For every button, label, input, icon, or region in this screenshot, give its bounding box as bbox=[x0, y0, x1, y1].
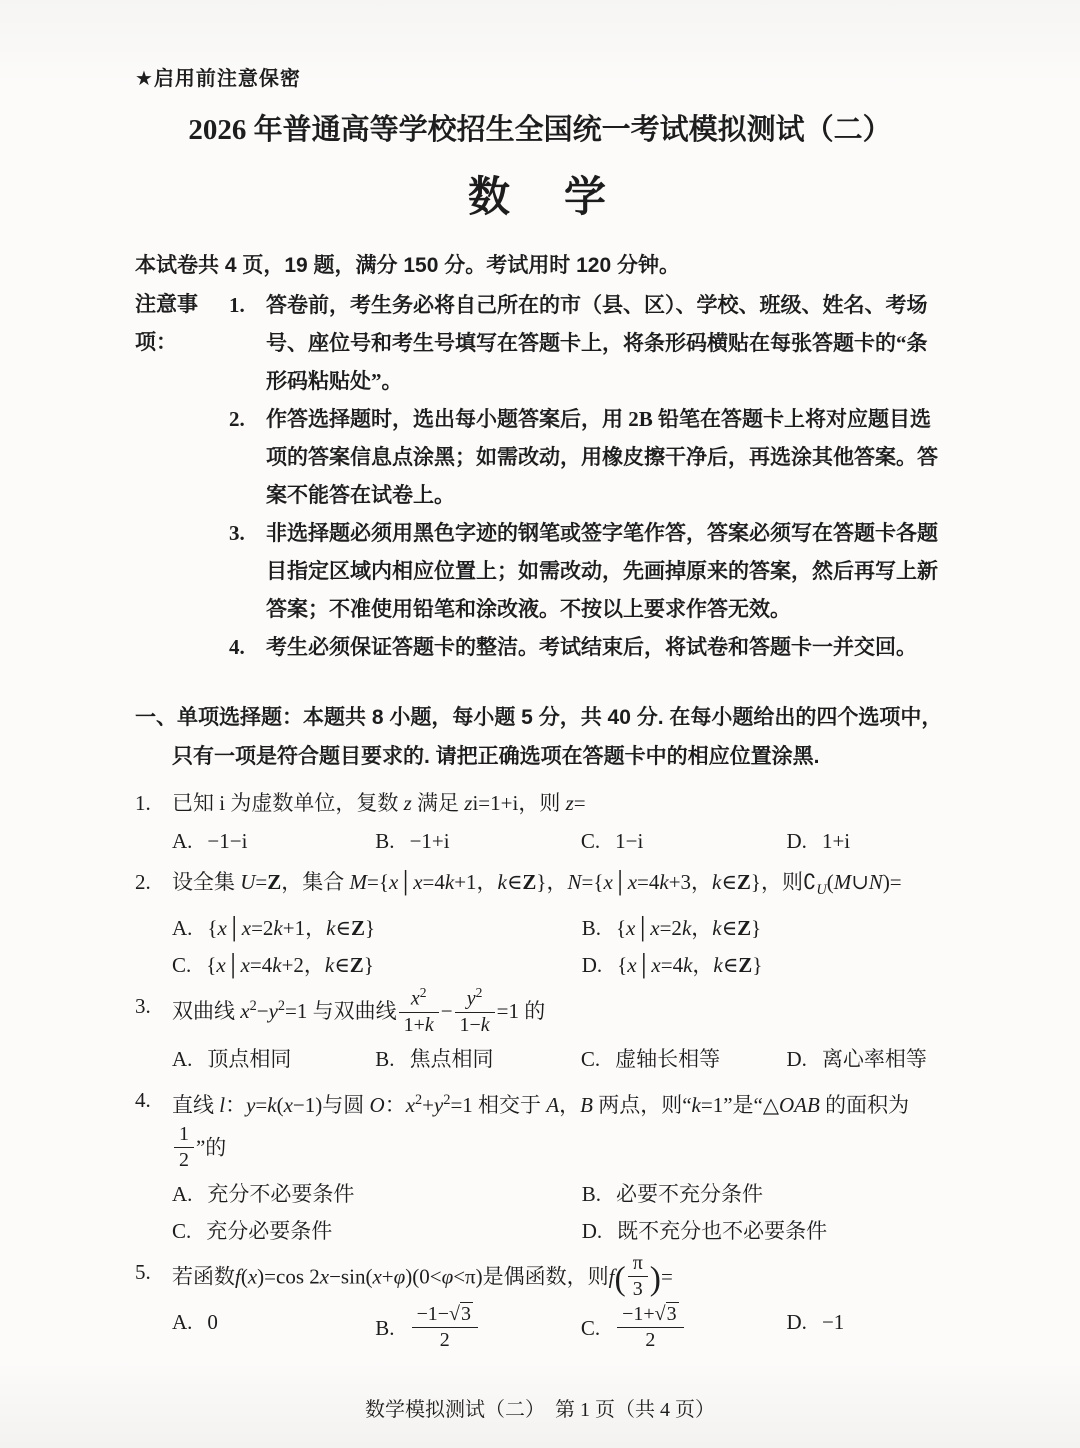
option-text: 顶点相同 bbox=[207, 1046, 292, 1071]
option-text: −1 bbox=[821, 1310, 845, 1335]
question-stem: 设全集 U=Z，集合 M={x│x=4k+1，k∈Z}，N={x│x=4k+3，k∈Z}，则$∁_U(M\cup N)=$ bbox=[172, 870, 902, 899]
question-stem-row bbox=[135, 784, 945, 822]
option-label: D. bbox=[786, 1310, 807, 1335]
option-label: B. bbox=[375, 1315, 395, 1340]
question-number: 1. bbox=[135, 791, 151, 815]
option-label: A. bbox=[172, 1046, 193, 1071]
option-text: 焦点相同 bbox=[409, 1046, 494, 1071]
option-label: C. bbox=[580, 1315, 601, 1340]
q1-option-C bbox=[581, 823, 787, 860]
option-label: A. bbox=[172, 1181, 193, 1206]
option-label: B. bbox=[581, 916, 601, 941]
question-stem: 若函数f(x)=cos 2x−sin(x+φ)(0<φ<π)是偶函数，则f( $\frac{\pi}{3}$ )= bbox=[172, 1251, 673, 1300]
option-label: C. bbox=[580, 1046, 601, 1071]
question-stem-row bbox=[135, 987, 945, 1040]
options-row bbox=[172, 1041, 945, 1078]
question-stem: 已知 i 为虚数单位，复数 z 满足 zi=1+i，则 z= bbox=[172, 791, 586, 815]
question-2 bbox=[135, 863, 945, 984]
question-number: 3. bbox=[135, 994, 151, 1019]
option-label: B. bbox=[581, 1181, 601, 1206]
question-stem-row bbox=[135, 1081, 945, 1175]
q3-option-C bbox=[581, 1041, 787, 1078]
option-text: {x│x=2k，k∈Z} bbox=[615, 916, 762, 941]
subject-title: 数 学 bbox=[467, 175, 612, 221]
question-number: 4. bbox=[135, 1087, 151, 1112]
option-text: 0 bbox=[207, 1310, 218, 1335]
q5-option-C bbox=[581, 1304, 787, 1355]
option-text: 虚轴长相等 bbox=[615, 1046, 721, 1071]
option-text: {x│x=4k，k∈Z} bbox=[617, 953, 763, 978]
question-3 bbox=[135, 987, 945, 1078]
question-number: 2. bbox=[135, 870, 151, 894]
options-row bbox=[172, 1176, 945, 1250]
note-number: 3. bbox=[229, 521, 245, 545]
note-text: 答卷前，考生务必将自己所在的市（县、区）、学校、班级、姓名、考场号、座位号和考生号填写在答题卡上，将条形码横贴在每张答题卡的“条形码粘贴处”。 bbox=[266, 293, 928, 393]
q4-option-C bbox=[172, 1213, 582, 1250]
question-number: 5. bbox=[135, 1259, 151, 1284]
note-item bbox=[229, 400, 945, 514]
q4-option-A bbox=[172, 1176, 582, 1213]
question-5 bbox=[135, 1253, 945, 1356]
note-number: 2. bbox=[229, 407, 245, 431]
question-stem-row bbox=[135, 1253, 945, 1304]
option-text: $\frac{-1+√3}{2}$ bbox=[615, 1316, 685, 1340]
question-stem-row bbox=[135, 863, 945, 909]
q3-option-B bbox=[375, 1041, 581, 1078]
option-label: B. bbox=[375, 829, 395, 853]
question-1 bbox=[135, 784, 945, 860]
note-text: 考生必须保证答题卡的整洁。考试结束后，将试卷和答题卡一并交回。 bbox=[266, 635, 917, 659]
paper-info: 本试卷共 4 页，19 题，满分 150 分。考试用时 120 分钟。 bbox=[135, 254, 680, 277]
option-label: D. bbox=[581, 953, 603, 978]
note-text: 非选择题必须用黑色字迹的钢笔或签字笔作答，答案必须写在答题卡各题目指定区域内相应位置上；如需改动，先画掉原来的答案，然后再写上新答案；不准使用铅笔和涂改液。不按以上要求作答无效。 bbox=[266, 521, 938, 621]
note-number: 4. bbox=[229, 635, 245, 659]
option-label: A. bbox=[172, 829, 193, 853]
option-text: 1−i bbox=[615, 829, 644, 853]
q2-option-B bbox=[582, 910, 945, 947]
options-row bbox=[172, 1304, 945, 1355]
q2-option-D bbox=[582, 947, 945, 984]
option-text: 既不充分也不必要条件 bbox=[617, 1218, 828, 1243]
note-item bbox=[229, 286, 945, 400]
section-heading: 一、单项选择题：本题共 8 小题，每小题 5 分，共 40 分. 在每小题给出的四个选项中，只有一项是符合题目要求的. 请把正确选项在答题卡中的相应位置涂黑. bbox=[135, 706, 943, 768]
option-text: $\frac{-1-√3}{2}$ bbox=[410, 1316, 480, 1340]
question-stem: 直线 l：y=k(x−1)与圆 O：$x^2+y^2=1$ 相交于 A，B 两点，则“k=1”是“△OAB 的面积为 $\frac{1}{2}$ ”的 bbox=[172, 1091, 910, 1171]
option-text: 充分不必要条件 bbox=[207, 1181, 355, 1206]
q4-option-D bbox=[582, 1213, 945, 1250]
q5-option-A bbox=[172, 1304, 375, 1355]
option-label: A. bbox=[172, 1310, 193, 1335]
page-footer: 数学模拟测试（二） 第 1 页（共 4 页） bbox=[365, 1399, 715, 1421]
option-text: −1+i bbox=[409, 829, 450, 853]
note-number: 1. bbox=[229, 293, 245, 317]
q1-option-D bbox=[787, 823, 945, 860]
q1-option-A bbox=[172, 823, 375, 860]
option-label: D. bbox=[786, 1046, 807, 1071]
note-text: 作答选择题时，选出每小题答案后，用 2B 铅笔在答题卡上将对应题目选项的答案信息点涂黑；如需改动，用橡皮擦干净后，再选涂其他答案。答案不能答在试卷上。 bbox=[266, 407, 938, 507]
option-text: 必要不充分条件 bbox=[615, 1181, 763, 1206]
option-label: B. bbox=[375, 1046, 395, 1071]
q5-option-B bbox=[375, 1304, 581, 1355]
option-text: −1−i bbox=[207, 829, 248, 853]
exam-title: 2026 年普通高等学校招生全国统一考试模拟测试（二） bbox=[188, 114, 892, 146]
security-notice: ★启用前注意保密 bbox=[135, 68, 301, 90]
q1-option-B bbox=[375, 823, 581, 860]
option-label: C. bbox=[580, 829, 601, 853]
question-stem: 双曲线 $x^2-y^2=1$ 与双曲线 $\frac{x^2}{1+k}$ − $\frac{y^2}{1-k}$ =1 的 bbox=[172, 985, 546, 1036]
option-label: D. bbox=[786, 829, 807, 853]
option-label: C. bbox=[172, 953, 192, 978]
q3-option-D bbox=[787, 1041, 945, 1078]
q2-option-C bbox=[172, 947, 582, 984]
q5-option-D bbox=[787, 1304, 945, 1355]
note-item bbox=[229, 514, 945, 628]
q4-option-B bbox=[582, 1176, 945, 1213]
q2-option-A bbox=[172, 910, 582, 947]
option-text: 1+i bbox=[821, 829, 851, 853]
option-label: C. bbox=[172, 1218, 192, 1243]
notes-label: 注意事项： bbox=[135, 293, 198, 354]
option-label: D. bbox=[581, 1218, 603, 1243]
question-4 bbox=[135, 1081, 945, 1250]
option-text: 充分必要条件 bbox=[206, 1218, 333, 1243]
options-row bbox=[172, 910, 945, 984]
options-row bbox=[172, 823, 945, 860]
q3-option-A bbox=[172, 1041, 375, 1078]
option-label: A. bbox=[172, 916, 193, 941]
notes-list bbox=[229, 286, 945, 666]
notes-block bbox=[135, 286, 945, 666]
option-text: {x│x=2k+1，k∈Z} bbox=[207, 916, 376, 941]
questions bbox=[135, 784, 945, 1355]
option-text: 离心率相等 bbox=[821, 1046, 927, 1071]
note-item bbox=[229, 628, 945, 666]
option-text: {x│x=4k+2，k∈Z} bbox=[206, 953, 374, 978]
